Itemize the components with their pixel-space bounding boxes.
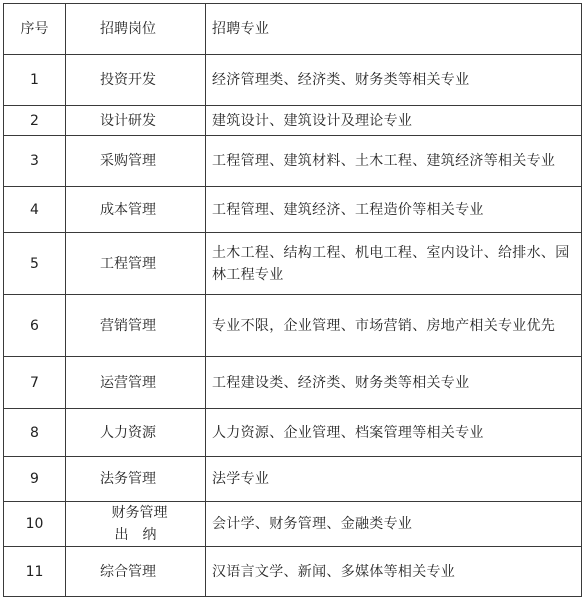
table-row	[4, 409, 582, 457]
row-position: 人力资源	[66, 409, 206, 457]
row-position-line2: 出 纳	[114, 527, 157, 543]
recruitment-table	[3, 3, 582, 597]
table-row	[4, 295, 582, 357]
row-major: 经济管理类、经济类、财务类等相关专业	[206, 55, 582, 106]
row-number: 8	[4, 409, 66, 457]
row-position: 成本管理	[66, 187, 206, 233]
table-row	[4, 55, 582, 106]
row-major: 会计学、财务管理、金融类专业	[206, 502, 582, 547]
row-major: 工程管理、建筑材料、土木工程、建筑经济等相关专业	[206, 136, 582, 187]
row-major: 法学专业	[206, 457, 582, 502]
row-position: 采购管理	[66, 136, 206, 187]
row-major: 人力资源、企业管理、档案管理等相关专业	[206, 409, 582, 457]
row-major: 工程建设类、经济类、财务类等相关专业	[206, 357, 582, 409]
header-position: 招聘岗位	[66, 4, 206, 55]
row-number: 5	[4, 233, 66, 295]
row-position: 工程管理	[66, 233, 206, 295]
table-row	[4, 547, 582, 597]
row-number: 1	[4, 55, 66, 106]
row-position-line1: 财务管理	[111, 505, 168, 521]
table-row	[4, 357, 582, 409]
row-major: 建筑设计、建筑设计及理论专业	[206, 106, 582, 136]
row-major: 专业不限，企业管理、市场营销、房地产相关专业优先	[206, 295, 582, 357]
table-header-row	[4, 4, 582, 55]
table-row	[4, 502, 582, 547]
table-row	[4, 233, 582, 295]
row-number: 10	[4, 502, 66, 547]
row-major: 工程管理、建筑经济、工程造价等相关专业	[206, 187, 582, 233]
row-position: 营销管理	[66, 295, 206, 357]
table-row	[4, 187, 582, 233]
row-number: 6	[4, 295, 66, 357]
header-major: 招聘专业	[206, 4, 582, 55]
row-number: 4	[4, 187, 66, 233]
row-position: 投资开发	[66, 55, 206, 106]
row-position: 法务管理	[66, 457, 206, 502]
header-serial-number: 序号	[4, 4, 66, 55]
row-number: 9	[4, 457, 66, 502]
row-position: 综合管理	[66, 547, 206, 597]
table-row	[4, 106, 582, 136]
row-number: 7	[4, 357, 66, 409]
row-number: 3	[4, 136, 66, 187]
row-number: 2	[4, 106, 66, 136]
row-position	[66, 502, 206, 547]
row-major: 汉语言文学、新闻、多媒体等相关专业	[206, 547, 582, 597]
row-position: 运营管理	[66, 357, 206, 409]
table-row	[4, 136, 582, 187]
table-row	[4, 457, 582, 502]
row-major: 土木工程、结构工程、机电工程、室内设计、给排水、园林工程专业	[206, 233, 582, 295]
row-position: 设计研发	[66, 106, 206, 136]
row-number: 11	[4, 547, 66, 597]
